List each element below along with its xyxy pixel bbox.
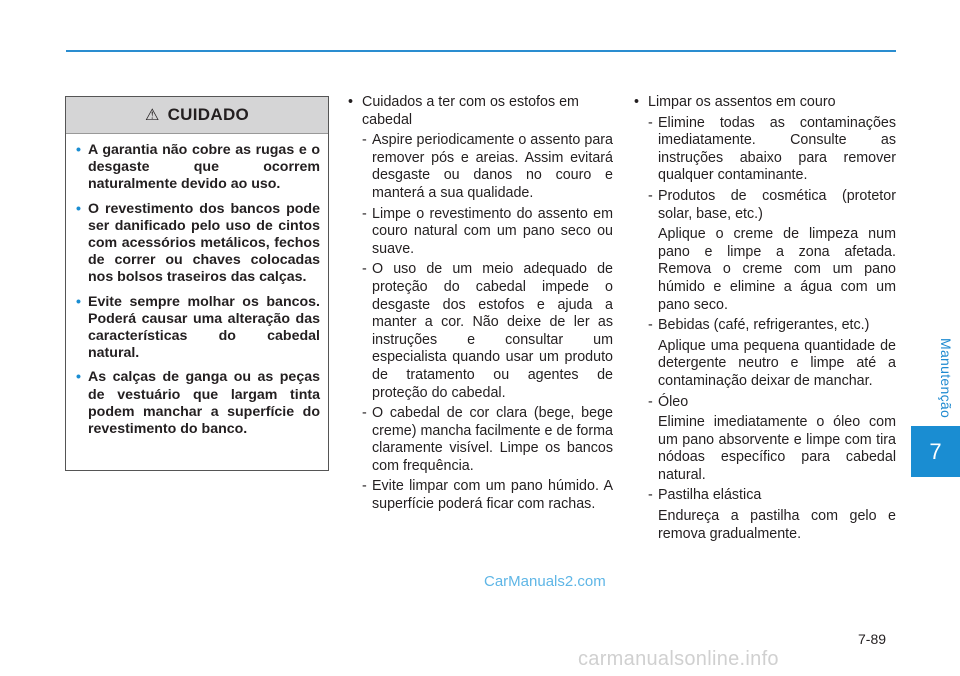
list-item: - Elimine todas as contaminações imediatamente. Consulte as instruções abaixo para remover qualquer contaminante.	[648, 114, 896, 184]
section-label: Manutenção	[938, 338, 954, 419]
watermark-link[interactable]: CarManuals2.com	[484, 573, 606, 590]
instruction-text: Elimine imediatamente o óleo com um pano absorvente e limpe com tira nódoas específico para cabedal natural.	[658, 414, 896, 483]
footer-watermark: carmanualsonline.info	[578, 648, 779, 670]
list-item: - O cabedal de cor clara (bege, bege creme) mancha facilmente e de forma claramente visível. Limpe os bancos com frequência.	[362, 405, 613, 474]
list-item: - Óleo	[648, 393, 689, 410]
bullet-icon: •	[76, 200, 81, 217]
page-number: 7-89	[858, 631, 887, 647]
instruction-text: Aplique uma pequena quantidade de detergente neutro e limpe até a contaminação deixar de manchar.	[658, 337, 896, 389]
caution-header	[66, 97, 328, 134]
list-item: - Produtos de cosmética (protetor solar, base, etc.)	[648, 187, 896, 222]
bullet-icon: •	[76, 369, 81, 386]
instruction-text: Aplique o creme de limpeza num pano e limpe a zona afetada. Remova o creme com um pano húmido e elimine a água com um pano seco.	[658, 226, 896, 313]
caution-box	[65, 96, 329, 471]
list-item: - Evite limpar com um pano húmido. A superfície poderá ficar com rachas.	[362, 478, 613, 513]
list-item: - Bebidas (café, refrigerantes, etc.)	[648, 317, 870, 334]
caution-title: CUIDADO	[167, 105, 250, 124]
caution-list	[66, 134, 328, 438]
leather-cleaning-heading: • Limpar os assentos em couro	[634, 94, 836, 110]
caution-item: • Evite sempre molhar os bancos. Poderá causar uma alteração das características do cabedal natural.	[76, 293, 320, 362]
leather-cleaning-column	[634, 94, 896, 543]
list-item: - Limpe o revestimento do assento em couro natural com um pano seco ou suave.	[362, 205, 613, 257]
leather-care-column	[348, 94, 613, 514]
chapter-tab: 7	[911, 426, 960, 477]
bullet-icon: •	[634, 94, 640, 110]
header-rule	[66, 50, 896, 52]
caution-item: • A garantia não cobre as rugas e o desgaste que ocorrem naturalmente devido ao uso.	[76, 142, 320, 193]
bullet-icon: •	[76, 142, 81, 158]
bullet-icon: •	[76, 293, 81, 310]
list-item: - Pastilha elástica	[648, 487, 762, 504]
leather-care-heading: • Cuidados a ter com os estofos em cabedal	[348, 94, 579, 128]
caution-item: • As calças de ganga ou as peças de vestuário que largam tinta podem manchar a superfície do revestimento do banco.	[76, 369, 320, 438]
list-item: - O uso de um meio adequado de proteção do cabedal impede o desgaste dos estofos e ajuda a manter a cor. Não deixe de ler as instruções e consultar um especialista quando usar um produto de tratamento ou agentes de proteção do cabedal.	[362, 261, 613, 401]
caution-item: • O revestimento dos bancos pode ser danificado pelo uso de cintos com acessórios metálicos, fechos de correr ou chaves colocadas nos bolsos traseiros das calças.	[76, 200, 320, 286]
instruction-text: Endureça a pastilha com gelo e remova gradualmente.	[658, 508, 896, 542]
bullet-icon: •	[348, 94, 354, 110]
warning-triangle-icon: ⚠	[144, 107, 160, 124]
list-item: - Aspire periodicamente o assento para remover pós e areias. Assim evitará desgaste ou danos no couro e manterá a sua qualidade.	[362, 132, 613, 201]
